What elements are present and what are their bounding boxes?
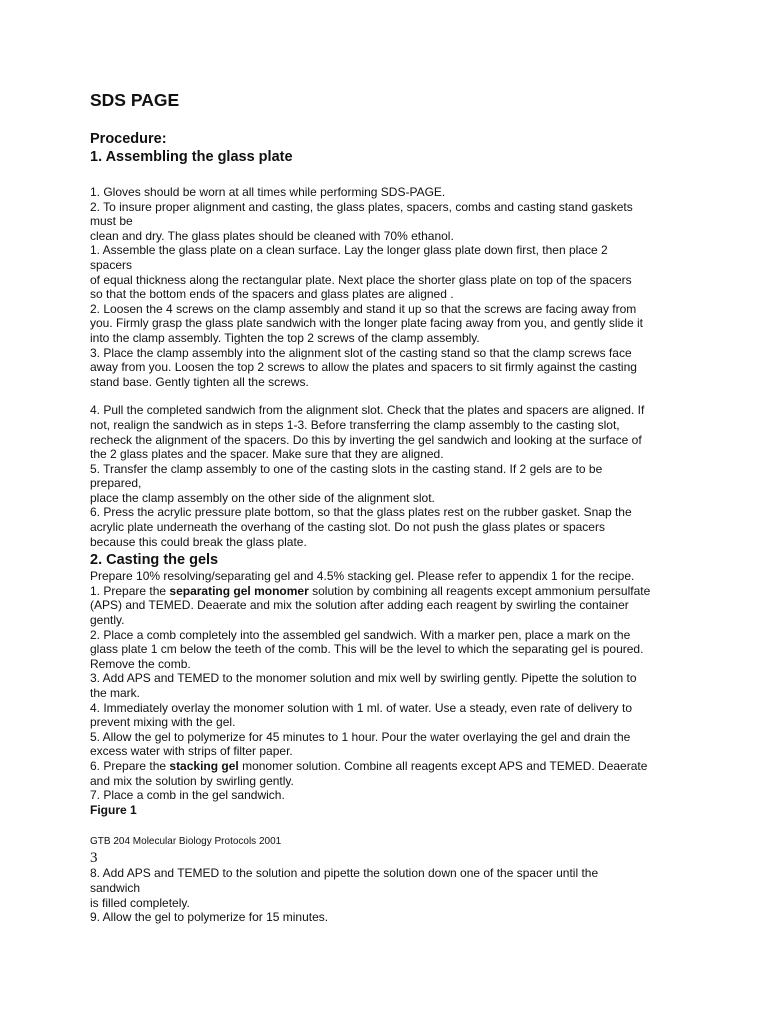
text-run: solution by combining all reagents except ammonium persulfate <box>308 583 651 598</box>
text-line: stand base. Gently tighten all the screws. <box>90 374 309 389</box>
text-line: glass plate 1 cm below the teeth of the comb. This will be the level to which the separating gel is poured. <box>90 642 644 657</box>
text-line: 3. Add APS and TEMED to the monomer solution and mix well by swirling gently. Pipette the solution to <box>90 671 637 686</box>
text-line: because this could break the glass plate. <box>90 534 307 549</box>
text-line: away from you. Loosen the top 2 screws to allow the plates and spacers to sit firmly against the casting <box>90 360 637 375</box>
text-line: recheck the alignment of the spacers. Do this by inverting the gel sandwich and looking at the surface of <box>90 432 642 447</box>
page-footer: GTB 204 Molecular Biology Protocols 2001 <box>90 836 282 848</box>
text-line: prevent mixing with the gel. <box>90 715 236 730</box>
text-line: 1. Assemble the glass plate on a clean surface. Lay the longer glass plate down first, then place 2 <box>90 243 608 258</box>
text-line: Remove the comb. <box>90 656 191 671</box>
text-line <box>90 584 675 599</box>
text-line: 7. Place a comb in the gel sandwich. <box>90 788 285 803</box>
text-run: 1. Prepare the <box>90 583 170 598</box>
text-line: 2. Loosen the 4 screws on the clamp assembly and stand it up so that the screws are facing away from <box>90 301 637 316</box>
section-1-body <box>90 185 675 549</box>
document-title: SDS PAGE <box>90 90 180 110</box>
text-line: 8. Add APS and TEMED to the solution and pipette the solution down one of the spacer until the <box>90 866 599 881</box>
text-line: Prepare 10% resolving/separating gel and 4.5% stacking gel. Please refer to appendix 1 for the recipe. <box>90 569 635 584</box>
text-line: acrylic plate underneath the overhang of the casting slot. Do not push the glass plates or spacers <box>90 520 605 535</box>
text-line: place the clamp assembly on the other side of the alignment slot. <box>90 490 435 505</box>
text-line: 1. Gloves should be worn at all times while performing SDS-PAGE. <box>90 185 446 199</box>
bold-term-stacking-gel: stacking gel <box>169 758 239 773</box>
text-line: not, realign the sandwich as in steps 1-3. Before transferring the clamp assembly to the casting slot, <box>90 417 620 432</box>
text-line: excess water with strips of filter paper. <box>90 744 293 759</box>
text-line: must be <box>90 214 133 229</box>
text-line <box>90 759 675 774</box>
text-line: 6. Press the acrylic pressure plate bottom, so that the glass plates rest on the rubber gasket. Snap the <box>90 505 632 520</box>
text-line: sandwich <box>90 880 141 895</box>
page-number: 3 <box>90 850 98 867</box>
procedure-heading: Procedure: <box>90 131 167 147</box>
text-line: 4. Immediately overlay the monomer solution with 1 ml. of water. Use a steady, even rate of delivery to <box>90 700 633 715</box>
text-line: spacers <box>90 257 133 272</box>
text-run: 6. Prepare the <box>90 758 170 773</box>
text-line: clean and dry. The glass plates should be cleaned with 70% ethanol. <box>90 228 454 243</box>
text-line: gently. <box>90 613 125 628</box>
text-line: the mark. <box>90 686 141 700</box>
text-line: 2. Place a comb completely into the assembled gel sandwich. With a marker pen, place a mark on the <box>90 627 631 642</box>
text-line: of equal thickness along the rectangular plate. Next place the shorter glass plate on top of the spacers <box>90 272 632 287</box>
text-line: you. Firmly grasp the glass plate sandwich with the longer plate facing away from you, and gently slide it <box>90 316 643 331</box>
text-line: the 2 glass plates and the spacer. Make sure that they are aligned. <box>90 447 444 462</box>
text-line: 5. Allow the gel to polymerize for 45 minutes to 1 hour. Pour the water overlaying the gel and drain the <box>90 729 631 744</box>
text-line: so that the bottom ends of the spacers and glass plates are aligned . <box>90 287 454 302</box>
text-line: 5. Transfer the clamp assembly to one of the casting slots in the casting stand. If 2 gels are to be <box>90 461 603 476</box>
text-line: prepared, <box>90 476 142 491</box>
text-line: 2. To insure proper alignment and casting, the glass plates, spacers, combs and casting stand gaskets <box>90 199 633 214</box>
procedure-heading-block <box>90 130 675 166</box>
figure-label: Figure 1 <box>90 802 137 817</box>
section-2-body <box>90 569 675 803</box>
text-line: and mix the solution by swirling gently. <box>90 773 294 788</box>
paragraph-gap <box>90 389 675 403</box>
text-line: 4. Pull the completed sandwich from the alignment slot. Check that the plates and spacers are aligned. If <box>90 403 645 418</box>
text-run: monomer solution. Combine all reagents except APS and TEMED. Deaerate <box>238 758 648 773</box>
section-2-continued <box>90 866 675 924</box>
text-line: 9. Allow the gel to polymerize for 15 minutes. <box>90 910 329 925</box>
text-line: (APS) and TEMED. Deaerate and mix the solution after adding each reagent by swirling the container <box>90 598 629 613</box>
text-line: is filled completely. <box>90 895 190 910</box>
document-page <box>90 90 675 925</box>
section-1-heading: 1. Assembling the glass plate <box>90 149 293 165</box>
section-2-heading: 2. Casting the gels <box>90 552 219 569</box>
text-line: into the clamp assembly. Tighten the top 2 screws of the clamp assembly. <box>90 330 480 345</box>
bold-term-separating-gel-monomer: separating gel monomer <box>169 583 309 598</box>
text-line: 3. Place the clamp assembly into the alignment slot of the casting stand so that the clamp screws face <box>90 345 632 360</box>
